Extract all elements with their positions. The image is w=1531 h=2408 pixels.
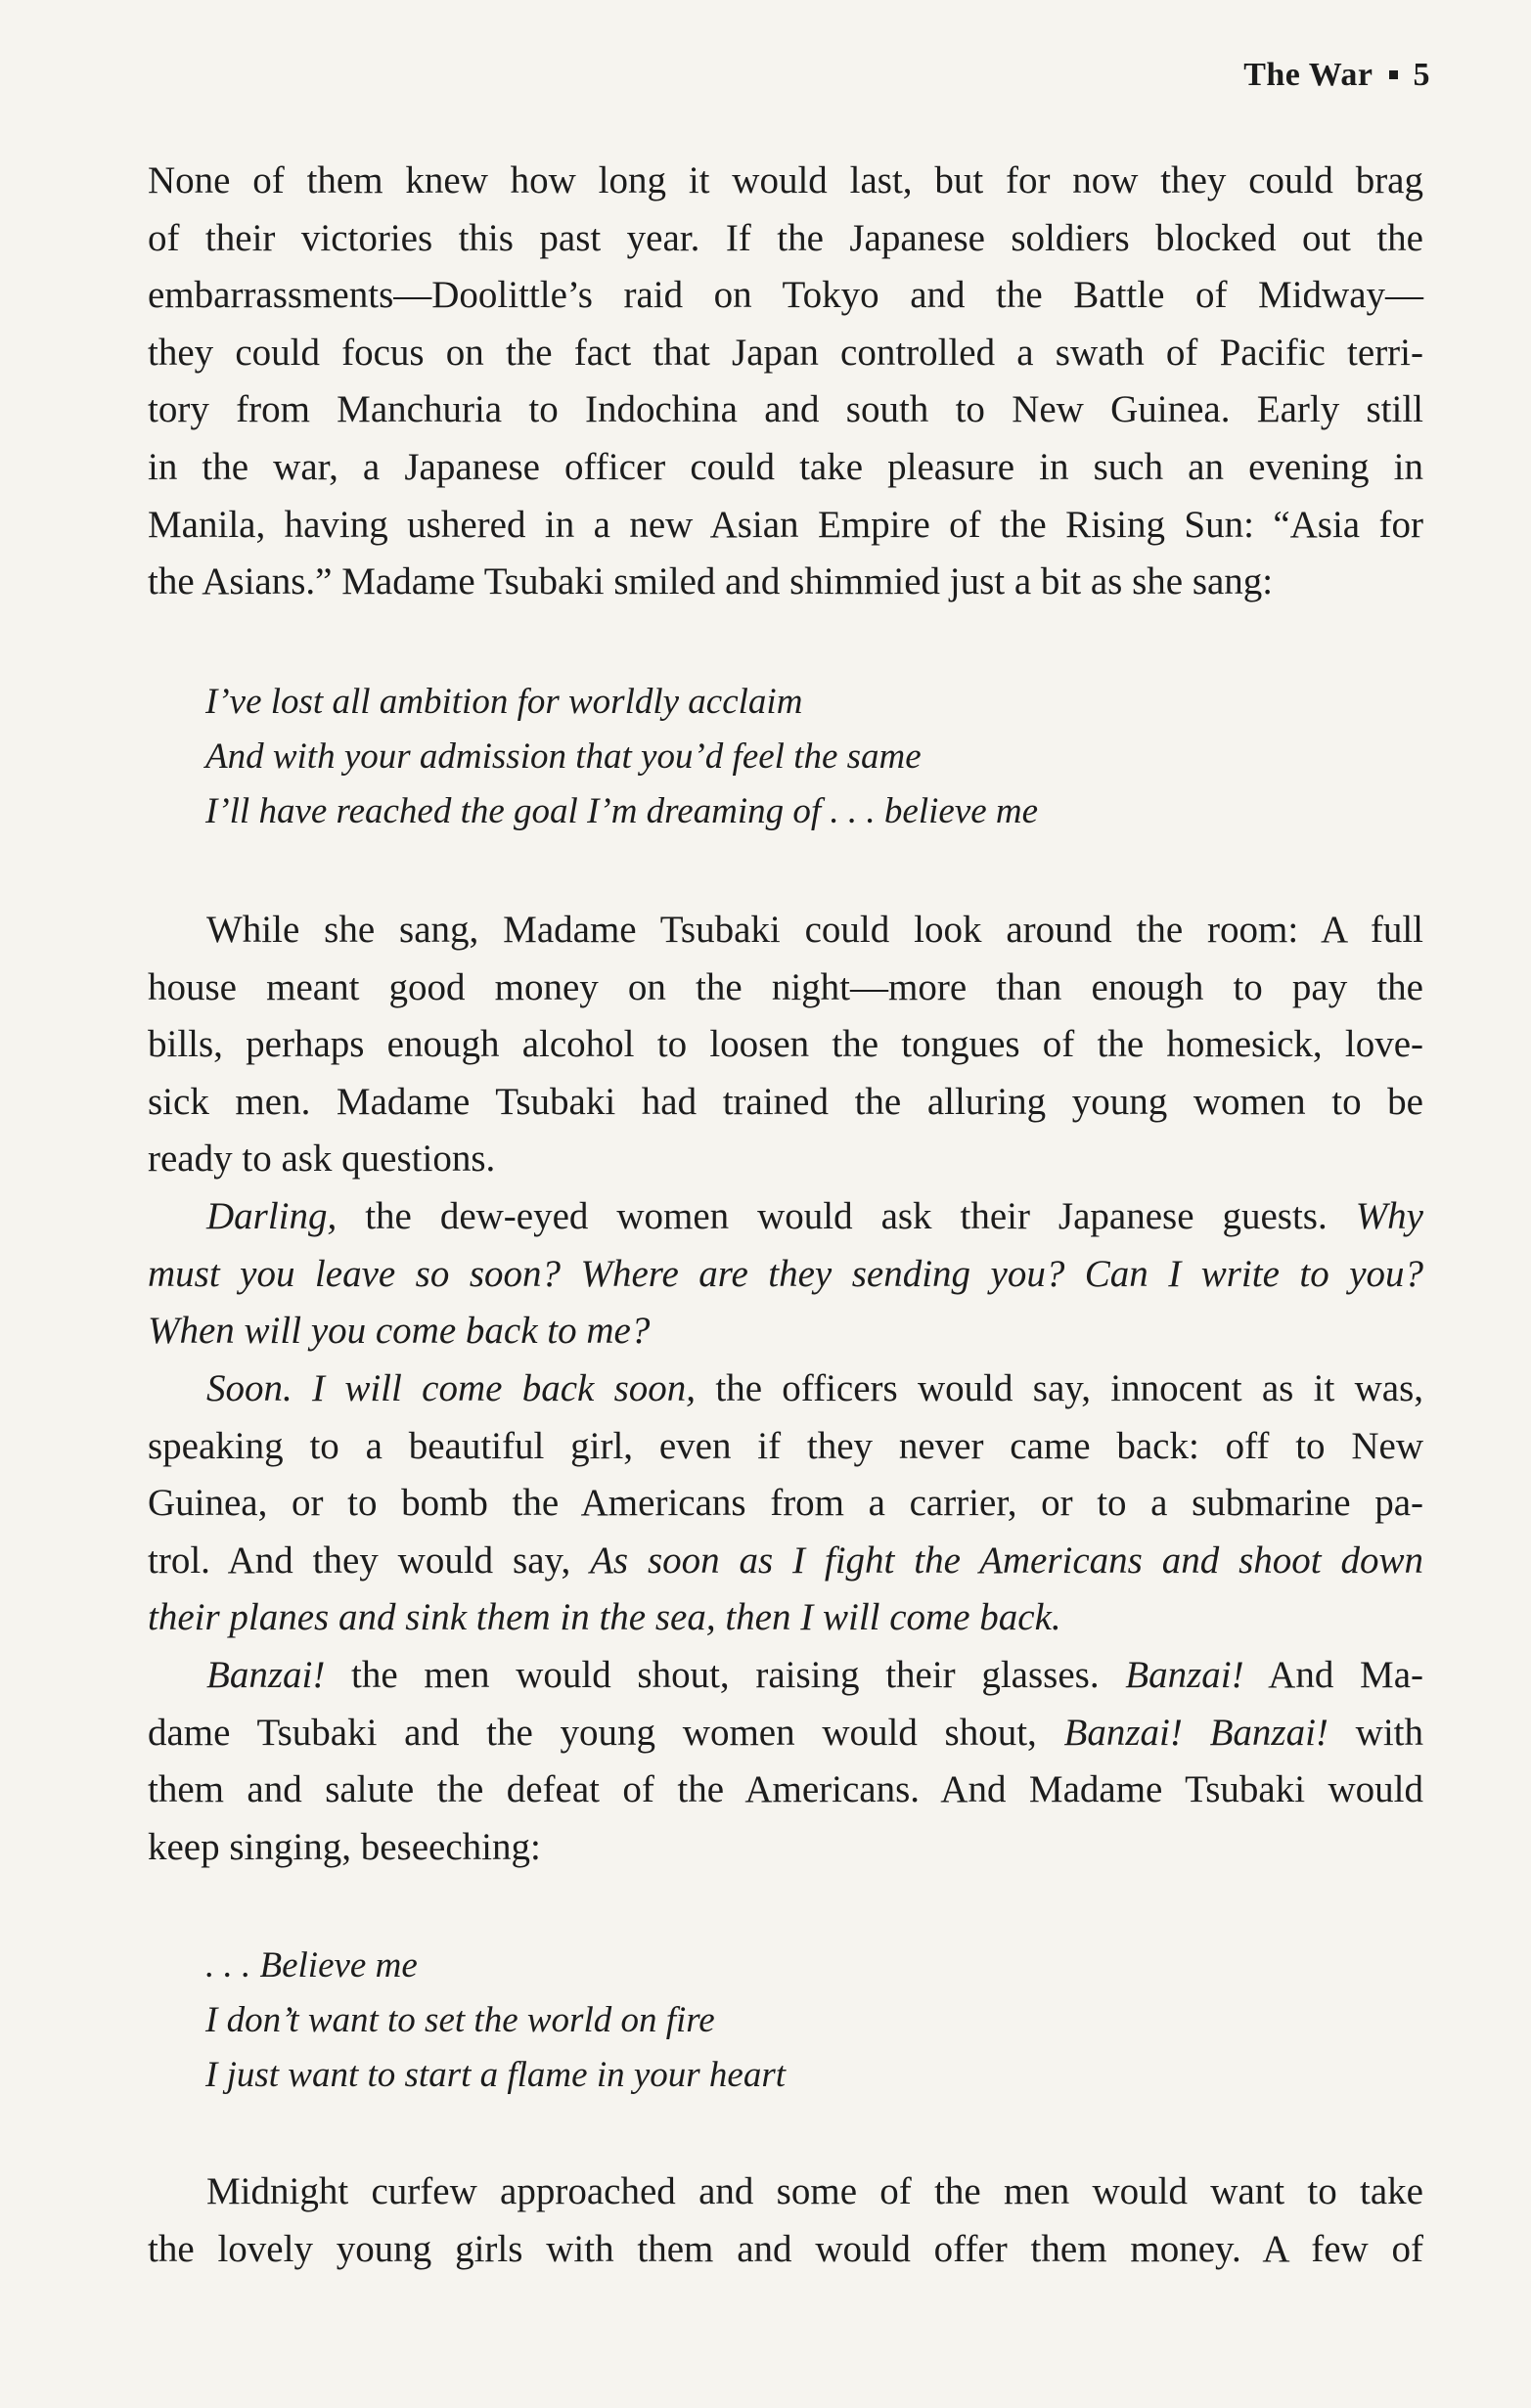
page-number: 5 [1413, 57, 1430, 93]
text-line: of their victories this past year. If the Japanese soldiers blocked out the [148, 216, 1423, 259]
verse-line: And with your admission that you’d feel the same [205, 736, 922, 777]
text-line: Banzai! the men would shout, raising their glasses. Banzai! And Ma- [206, 1654, 1423, 1696]
paragraph-5 [148, 1647, 1423, 1876]
text-line: must you leave so soon? Where are they sending you? Can I write to you? [148, 1252, 1423, 1295]
text-line: the lovely young girls with them and would offer them money. A few of [148, 2227, 1423, 2270]
text-line: Soon. I will come back soon, the officers would say, innocent as it was, [206, 1367, 1423, 1409]
paragraph-1 [148, 153, 1423, 611]
text-line: them and salute the defeat of the Americans. And Madame Tsubaki would [148, 1768, 1423, 1811]
text-line: While she sang, Madame Tsubaki could look around the room: A full [206, 909, 1423, 951]
text-line: the Asians.” Madame Tsubaki smiled and shimmied just a bit as she sang: [148, 560, 1274, 603]
verse-line: I’ve lost all ambition for worldly acclaim [205, 682, 803, 722]
verse-line: I don’t want to set the world on fire [205, 2000, 715, 2040]
paragraph-3 [148, 1188, 1423, 1360]
verse-line: . . . Believe me [205, 1945, 418, 1985]
song-verse-1 [205, 675, 1038, 839]
text-line: they could focus on the fact that Japan controlled a swath of Pacific terri- [148, 331, 1423, 374]
text-line: sick men. Madame Tsubaki had trained the alluring young women to be [148, 1080, 1423, 1123]
text-line: ready to ask questions. [148, 1137, 496, 1181]
paragraph-2 [148, 902, 1423, 1188]
running-header [1243, 57, 1430, 94]
text-line: tory from Manchuria to Indochina and south to New Guinea. Early still [148, 388, 1423, 431]
text-line: When will you come back to me? [148, 1310, 651, 1353]
text-line: embarrassments—Doolittle’s raid on Tokyo and the Battle of Midway— [148, 274, 1423, 317]
bullet-separator-icon [1389, 70, 1398, 79]
chapter-title: The War [1243, 57, 1373, 93]
verse-line: I just want to start a flame in your heart [205, 2055, 787, 2095]
song-verse-2 [205, 1939, 786, 2103]
paragraph-4 [148, 1360, 1423, 1647]
text-line: their planes and sink them in the sea, then I will come back. [148, 1596, 1061, 1639]
text-line: Midnight curfew approached and some of the men would want to take [206, 2170, 1423, 2212]
text-line: in the war, a Japanese officer could take pleasure in such an evening in [148, 445, 1423, 488]
text-line: Darling, the dew-eyed women would ask their Japanese guests. Why [206, 1195, 1423, 1237]
text-line: speaking to a beautiful girl, even if they never came back: off to New [148, 1424, 1423, 1467]
text-line: trol. And they would say, As soon as I fight the Americans and shoot down [148, 1538, 1423, 1582]
text-line: house meant good money on the night—more than enough to pay the [148, 965, 1423, 1008]
text-line: dame Tsubaki and the young women would shout, Banzai! Banzai! with [148, 1711, 1424, 1754]
text-line: keep singing, beseeching: [148, 1825, 541, 1868]
paragraph-6 [148, 2163, 1423, 2278]
text-line: Manila, having ushered in a new Asian Empire of the Rising Sun: “Asia for [148, 503, 1423, 546]
text-line: None of them knew how long it would last, but for now they could brag [148, 159, 1423, 201]
text-line: Guinea, or to bomb the Americans from a carrier, or to a submarine pa- [148, 1482, 1423, 1525]
text-line: bills, perhaps enough alcohol to loosen the tongues of the homesick, love- [148, 1023, 1423, 1066]
verse-line: I’ll have reached the goal I’m dreaming of . . . believe me [205, 791, 1039, 831]
